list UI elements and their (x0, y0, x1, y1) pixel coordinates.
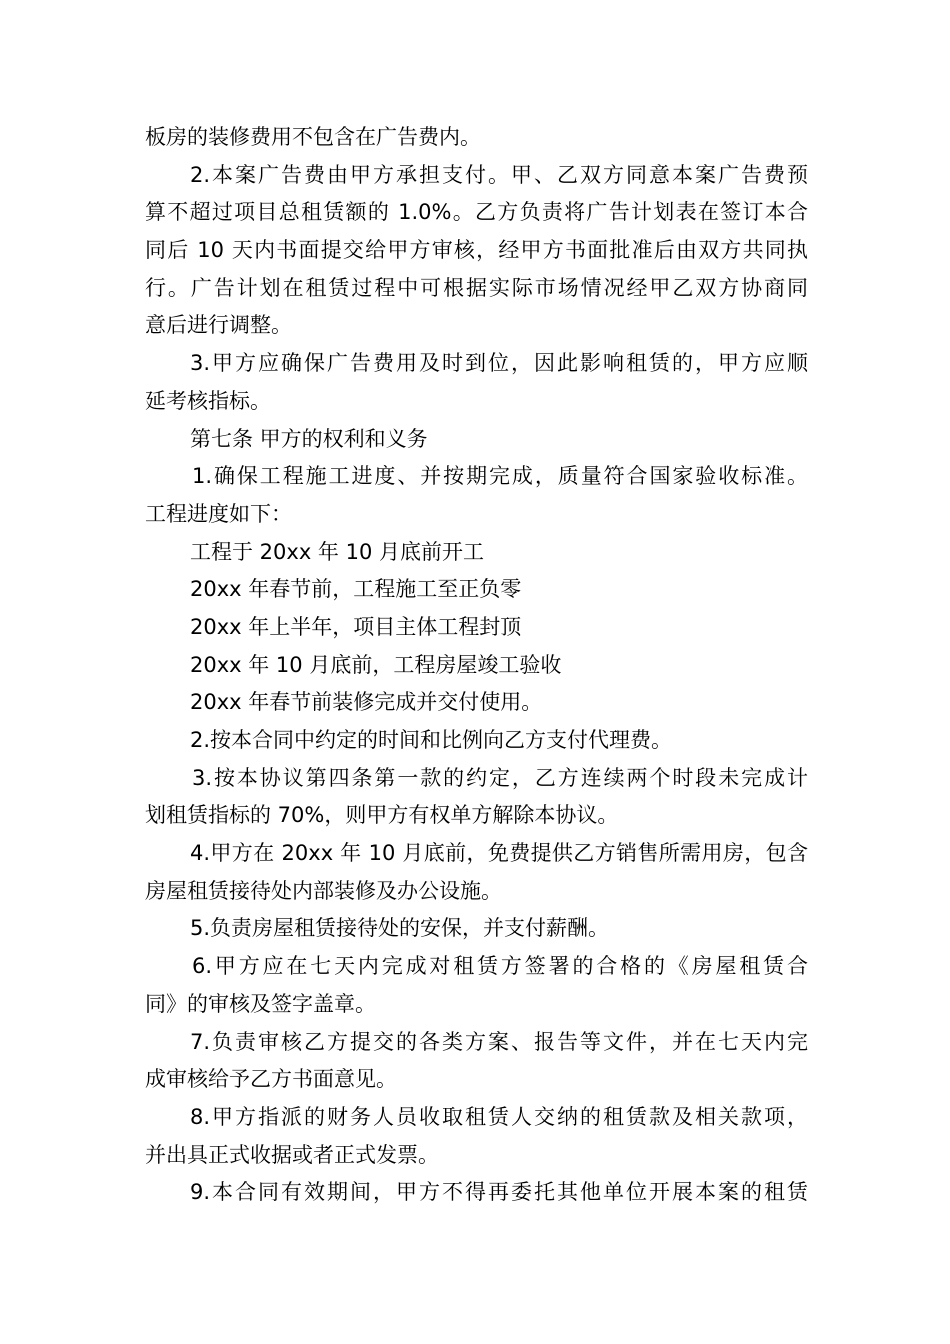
paragraph-line: 2.按本合同中约定的时间和比例向乙方支付代理费。 (190, 728, 673, 752)
paragraph-line: 3.甲方应确保广告费用及时到位，因此影响租赁的，甲方应顺 (190, 351, 808, 376)
schedule-item: 工程于 20xx 年 10 月底前开工 (190, 539, 484, 564)
paragraph-line: 房屋租赁接待处内部装修及办公设施。 (145, 878, 502, 903)
paragraph-line: 3.按本协议第四条第一款的约定，乙方连续两个时段未完成计 (192, 765, 808, 790)
paragraph-line: 并出具正式收据或者正式发票。 (145, 1142, 439, 1167)
document-page (145, 119, 808, 1212)
paragraph-line: 延考核指标。 (145, 388, 271, 413)
paragraph-line: 意后进行调整。 (145, 313, 292, 338)
paragraph-line: 行。广告计划在租赁过程中可根据实际市场情况经甲乙双方协商同 (145, 275, 808, 300)
paragraph-line: 2.本案广告费由甲方承担支付。甲、乙双方同意本案广告费预 (190, 162, 808, 187)
section-heading: 第七条 甲方的权利和义务 (190, 426, 428, 451)
paragraph-line: 5.负责房屋租赁接待处的安保，并支付薪酬。 (190, 916, 610, 941)
paragraph-line: 6.甲方应在七天内完成对租赁方签署的合格的《房屋租赁合 (192, 954, 808, 979)
paragraph-line: 同后 10 天内书面提交给甲方审核，经甲方书面批准后由双方共同执 (145, 238, 808, 263)
paragraph-line: 成审核给予乙方书面意见。 (145, 1067, 397, 1092)
paragraph-line: 9.本合同有效期间，甲方不得再委托其他单位开展本案的租赁 (190, 1180, 808, 1205)
schedule-item: 20xx 年春节前，工程施工至正负零 (190, 577, 522, 602)
paragraph-line: 工程进度如下： (145, 501, 292, 526)
paragraph-line: 8.甲方指派的财务人员收取租赁人交纳的租赁款及相关款项， (190, 1104, 808, 1129)
paragraph-line: 同》的审核及签字盖章。 (145, 991, 376, 1016)
paragraph-line: 划租赁指标的 70%，则甲方有权单方解除本协议。 (145, 803, 619, 828)
schedule-item: 20xx 年 10 月底前，工程房屋竣工验收 (190, 652, 562, 677)
schedule-item: 20xx 年上半年，项目主体工程封顶 (190, 614, 522, 639)
schedule-item: 20xx 年春节前装修完成并交付使用。 (190, 690, 543, 715)
paragraph-line: 7.负责审核乙方提交的各类方案、报告等文件，并在七天内完 (190, 1029, 808, 1054)
paragraph-line: 4.甲方在 20xx 年 10 月底前，免费提供乙方销售所需用房，包含 (190, 841, 808, 866)
paragraph-line: 算不超过项目总租赁额的 1.0%。乙方负责将广告计划表在签订本合 (145, 200, 808, 225)
paragraph-line: 1.确保工程施工进度、并按期完成，质量符合国家验收标准。 (192, 464, 808, 489)
paragraph-line: 板房的装修费用不包含在广告费内。 (145, 125, 481, 149)
